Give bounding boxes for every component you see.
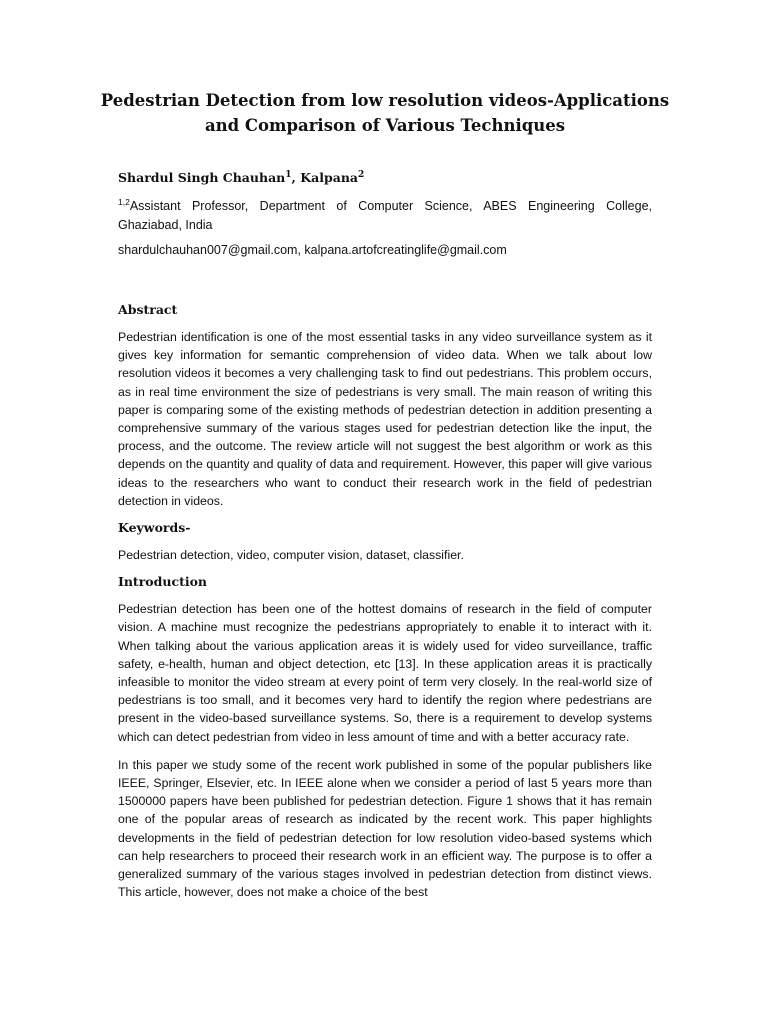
- author-1-superscript: 1: [285, 169, 292, 180]
- keywords-heading: Keywords-: [118, 520, 191, 536]
- affiliation-text: Assistant Professor, Department of Computer Science, ABES Engineering College, Ghaziabad, India: [118, 199, 652, 232]
- keywords-text: Pedestrian detection, video, computer vision, dataset, classifier.: [118, 548, 464, 563]
- paper-page: [100, 88, 670, 901]
- introduction-heading: Introduction: [118, 574, 208, 590]
- author-1-name: Shardul Singh Chauhan: [118, 170, 286, 185]
- abstract-heading: Abstract: [118, 302, 178, 317]
- introduction-paragraph-2: In this paper we study some of the recent work published in some of the popular publishers like IEEE, Springer, Elsevier, etc. In IEEE alone when we consider a period of last 5 years more than 1500000 papers have been published for pedestrian detection. Figure 1 shows that it has remain one of the popular areas of research as indicated by the recent work. This paper highlights developments in the field of pedestrian detection for low resolution video-based systems which can help researchers to proceed their research work in an efficient way. The purpose is to offer a generalized summary of the various stages involved in pedestrian detection from distinct views. This article, however, does not make a choice of the best: [118, 757, 652, 900]
- author-emails: shardulchauhan007@gmail.com, kalpana.artofcreatinglife@gmail.com: [118, 243, 507, 257]
- affiliation-superscript: 1,2: [118, 196, 130, 207]
- introduction-paragraph-1: Pedestrian detection has been one of the hottest domains of research in the field of computer vision. A machine must recognize the pedestrians appropriately to enable it to interact with it. When talking about the various application areas it is widely used for video surveillance, traffic safety, e-health, human and object detection, etc [13]. In these application areas it is practically infeasible to monitor the video stream at every point of term very closely. In the real-world size of pedestrians is too small, and it becomes very hard to identify the region where pedestrians are present in the video-based surveillance systems. So, there is a requirement to develop systems which can detect pedestrian from video in less amount of time and with a better accuracy rate.: [118, 602, 652, 744]
- abstract-text: Pedestrian identification is one of the most essential tasks in any video surveillance system as it gives key information for semantic comprehension of video data. When we talk about low resolution videos it becomes a very challenging task to find out pedestrians. This problem occurs, as in real time environment the size of pedestrians is very small. The main reason of writing this paper is comparing some of the existing methods of pedestrian detection in addition presenting a comprehensive summary of the various stages used for pedestrian detection like the input, the process, and the outcome. The review article will not suggest the best algorithm or work as this depends on the quantity and quality of data and requirement. However, this paper will give various ideas to the researchers who want to conduct their research work in the field of pedestrian detection in videos.: [118, 330, 652, 508]
- paper-title: Pedestrian Detection from low resolution videos-Applications and Comparison of Various Techniques: [100, 91, 670, 135]
- author-2-name: Kalpana: [300, 170, 359, 185]
- author-separator: ,: [291, 170, 301, 185]
- affiliation: [118, 197, 652, 234]
- author-line: [118, 170, 652, 185]
- author-2-superscript: 2: [358, 169, 365, 180]
